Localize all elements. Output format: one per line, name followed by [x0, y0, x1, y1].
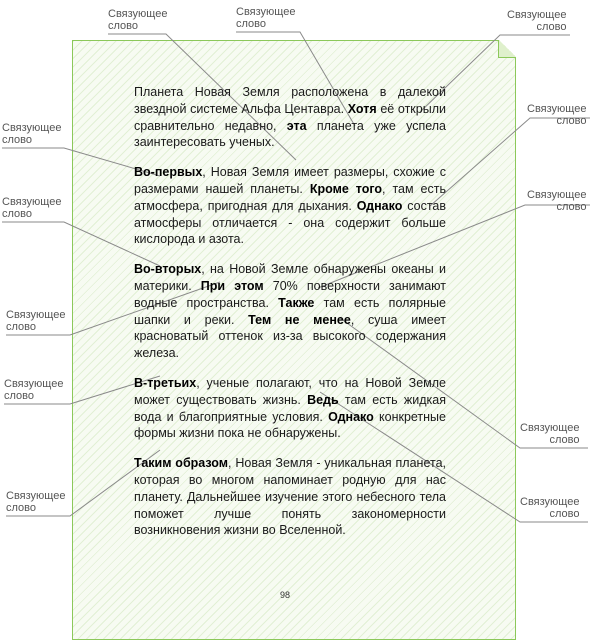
callout-right-3 — [520, 422, 579, 446]
callout-left-5 — [6, 490, 65, 514]
linking-word: эта — [286, 118, 307, 133]
callout-label: Связующее — [527, 103, 587, 115]
linking-word: В-третьих — [134, 375, 197, 390]
callout-label: Связующее — [507, 9, 567, 21]
callout-label: Связующее — [527, 189, 587, 201]
text-run: , ученые полагают, что на Новой Земле может существовать жизнь. — [134, 375, 446, 407]
linking-word: Однако — [328, 409, 374, 424]
callout-top-1 — [108, 8, 167, 32]
callout-label: Связующее — [2, 122, 62, 134]
text-run: планета уже успела заинтересовать ученых. — [134, 118, 447, 150]
paragraph-first — [134, 164, 446, 248]
callout-label-line2: слово — [556, 201, 587, 213]
callout-label: Связующее — [236, 6, 296, 18]
document-text — [134, 84, 446, 552]
text-run: , Новая Земля - уникальная планета, которая во многом напоминает родную для нас планету. Дальнейшее изучение этого небесного тела поможет лучше понять закономерности возникновения жизни во Вселенной. — [134, 456, 446, 538]
callout-label-line2: слово — [2, 208, 32, 220]
callout-label-line2: слово — [6, 502, 36, 514]
linking-word: При этом — [200, 278, 264, 293]
linking-word: Однако — [356, 198, 403, 213]
linking-word: Тем не менее — [248, 312, 351, 327]
linking-word: Во-первых — [134, 165, 203, 180]
paragraph-second — [134, 261, 446, 362]
text-run: её открыли сравнительно недавно, — [134, 101, 446, 133]
callout-label-line2: слово — [549, 508, 580, 520]
text-run: конкретные формы жизни пока не обнаружены. — [134, 409, 446, 441]
callout-right-4 — [520, 496, 579, 520]
callout-left-2 — [2, 196, 61, 220]
linking-word: Кроме того — [309, 181, 383, 196]
callout-left-1 — [2, 122, 61, 146]
callout-label-line2: слово — [2, 134, 32, 146]
callout-label-line2: слово — [556, 115, 587, 127]
text-run: , суша имеет красноватый оттенок из-за высокого содержания железа. — [134, 312, 446, 361]
text-run: , на Новой Земле обнаружены океаны и материки. — [134, 262, 446, 293]
callout-label-line2: слово — [108, 20, 138, 32]
text-run: 70% поверхности занимают водные пространства. — [134, 278, 446, 310]
callout-right-2 — [527, 189, 586, 213]
text-run: состав атмосферы отличается - она содержит больше кислорода и азота. — [134, 198, 446, 247]
linking-word: Хотя — [347, 101, 377, 116]
callout-label: Связующее — [520, 422, 580, 434]
callout-label: Связующее — [6, 309, 66, 321]
text-run: там есть жидкая вода и благоприятные условия. — [134, 392, 446, 424]
paragraph-intro — [134, 84, 446, 151]
callout-left-3 — [6, 309, 65, 333]
callout-label: Связующее — [108, 8, 168, 20]
callout-label: Связующее — [2, 196, 62, 208]
text-run: , там есть атмосфера, пригодная для дыхания. — [134, 181, 446, 213]
callout-label-line2: слово — [236, 18, 266, 30]
callout-top-2 — [236, 6, 295, 30]
callout-label-line2: слово — [549, 434, 580, 446]
callout-left-4 — [4, 378, 63, 402]
callout-label-line2: слово — [536, 21, 567, 33]
text-run: Планета Новая Земля расположена в далекой звездной системе Альфа Центавра. — [134, 85, 446, 116]
linking-word: Таким образом — [134, 456, 229, 471]
text-run: , Новая Земля имеет размеры, схожие с размерами нашей планеты. — [134, 165, 446, 196]
text-run: там есть полярные шапки и реки. — [134, 295, 446, 327]
paragraph-third — [134, 375, 446, 442]
callout-right-1 — [527, 103, 586, 127]
callout-label-line2: слово — [6, 321, 36, 333]
page-number: 98 — [279, 590, 290, 600]
callout-label: Связующее — [6, 490, 66, 502]
callout-label: Связующее — [520, 496, 580, 508]
callout-top-right — [507, 9, 566, 33]
linking-word: Во-вторых — [134, 262, 202, 277]
callout-label: Связующее — [4, 378, 64, 390]
callout-label-line2: слово — [4, 390, 34, 402]
paragraph-conclusion — [134, 455, 446, 539]
linking-word: Ведь — [307, 392, 339, 407]
linking-word: Также — [278, 295, 315, 310]
